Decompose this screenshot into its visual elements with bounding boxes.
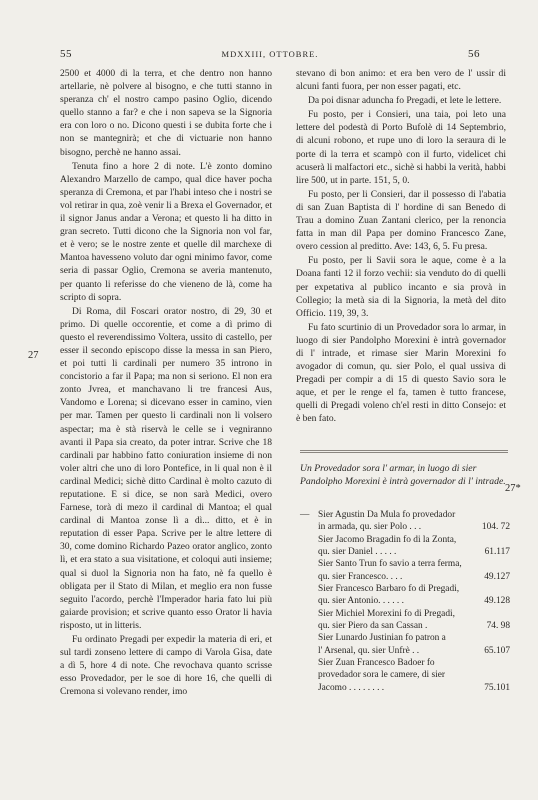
- margin-folio-right: 27*: [505, 483, 521, 494]
- candidate-detail: qu. sier Daniel . . . . .: [318, 547, 397, 558]
- vote-count: 49.128: [484, 596, 510, 607]
- candidate-name: Sier Michiel Morexini fo di Pregadi,: [318, 608, 455, 619]
- vote-count: 75.101: [484, 682, 510, 693]
- candidate-list: [300, 509, 510, 694]
- candidate-detail: in armada, qu. sier Polo . . .: [318, 522, 422, 533]
- vote-count: 74. 98: [486, 621, 510, 632]
- vote-count: 65.107: [484, 645, 510, 656]
- paragraph: Fu posto, per i Consieri, una taia, poi leto una lettere del podestà di Porto Bufolè di 14 Septembrio, di alcuni robono, et rupe uno di loro la seraura di le porte di la terra et scampò con il furto, videlicet chi acuserà li malfactori etc., sichè si habbi la verità, habbi lire 500, ut in parte. 151, 5, 0.: [296, 109, 506, 186]
- candidate-name: Sier Zuan Francesco Badoer fo provedador sora le camere, di sier Jacomo . . . . . . . .: [318, 658, 446, 693]
- running-head: [60, 48, 480, 64]
- vote-count: 104. 72: [481, 522, 510, 533]
- candidate-entry: [300, 608, 510, 633]
- candidate-detail: l' Arsenal, qu. sier Unfrè . .: [318, 645, 420, 656]
- margin-folio-left: 27: [28, 350, 39, 361]
- candidate-name: Sier Francesco Barbaro fo di Pregadi,: [318, 584, 460, 595]
- vote-count: 61.117: [484, 547, 510, 558]
- candidate-detail: qu. sier Piero da san Cassan .: [318, 621, 428, 632]
- candidate-entry: [300, 657, 510, 694]
- candidate-entry: [300, 558, 510, 583]
- candidate-detail: qu. sier Antonio. . . . . .: [318, 596, 404, 607]
- paragraph: stevano di bon animo: et era ben vero de l' ussir di alcuni fanti fuora, per non esser pagati, etc.: [296, 68, 506, 93]
- candidate-entry: [300, 632, 510, 657]
- vote-count: 49.127: [484, 571, 510, 582]
- left-column: [60, 67, 272, 699]
- list-dash: —: [300, 510, 310, 520]
- page-number-right: 56: [468, 48, 480, 60]
- election-heading: Un Provedador sora l' armar, in luogo di sier Pandolpho Morexini è intrà governador di l' intrade.: [300, 463, 506, 487]
- paragraph: Fu posto, per li Consieri, dar il possesso di l'abatia di san Zuan Baptista di l' hordine di san Benedo di Trau a domino Zuan Zantani clerico, per la renoncia fatta in man dil Papa per domino Francesco Zane, overo cession al preditto. Ave: 143, 6, 5. Fu presa.: [296, 188, 506, 253]
- candidate-name: Sier Lunardo Justinian fo patron a: [318, 633, 446, 644]
- divider-rule: [300, 452, 508, 453]
- paragraph: Tenuta fino a hore 2 di note. L'è zonto domino Alexandro Marzello de campo, qual dice haver pocha speranza di Cremona, et par l'habi inteso che i nostri se vol retirar in qua, zoè venir li a Brexa el Governador, et il signor Janus andar a Verona; et questo li ha ditto in gran secreto. Tutti dicono che la Signoria non vol far, et è vero; se le nostre zente et quelle dil marchexe di Mantoa havesseno voluto dar ogni minimo favor, come seria di passar Oglio, Cremona se averia mantenuto, per quanto li referisse do che vieneno de là, come ha scripto di sopra.: [60, 160, 272, 303]
- paragraph: Fu posto, per li Savii sora le aque, come è a la Doana fanti 12 il forzo vechii: sia venduto do di quelli per expetativa al publico incanto e sia provà in Collegio; la metà sia di la Signoria, la metà del dito Officio. 119, 39, 3.: [296, 255, 506, 319]
- running-title: MDXXIII, OTTOBRE.: [221, 49, 319, 59]
- paragraph: Da poi disnar aduncha fo Pregadi, et lete le lettere.: [308, 95, 502, 107]
- candidate-entry: [300, 583, 510, 608]
- divider-rule: [300, 450, 508, 451]
- candidate-name: Sier Agustin Da Mula fo provedador: [318, 510, 456, 520]
- paragraph: Fu ordinato Pregadi per expedir la materia di eri, et sul tardi zonseno lettere di campo di Varola Gisa, date a dì 5, hore 4 di note. Che revochava quanto scrisse esso Provedador, per le soe di hore 16, che quelli di Cremona si volevano render, imo: [60, 634, 272, 698]
- candidate-entry: [300, 509, 510, 534]
- paragraph: 2500 et 4000 di la terra, et che dentro non hanno artellarie, nè polvere al bisogno, e che tutti stanno in speranza ch' el nostro campo pasino Oglio, dicendo quello stanno a far? e che i non sapeva se la Signoria era con loro o no. Dicono questi i se dubita forte che i non se mantegnirà; et che di victuarie non hanno bisogno, perchè ne hanno assai.: [60, 68, 272, 158]
- paragraph: Di Roma, dil Foscari orator nostro, di 29, 30 et primo. Di quelle occorentie, et come a dì primo di questo el reverendissimo Voltera, ussito di castello, per esser il secondo episcopo disse la messa in san Piero, et poi tutti li cardinali per numero 35 introno in concistorio a far il Papa; ma non si seriono. El non era zonto Jvrea, et manchavano li tre francesi Aus, Vandomo e Lorena; si dicevano esser in camino, vien per mar. Tamen per questo li cardinali non li volsero aspectar; ma è stà riservà le celle se i vegniranno avanti il Papa sia creato, da poter intrar. Scrive che 18 cardinali par habbino fatto coniuration insieme di non voler altri che uno di loro Pontefice, in li qual non è il cardinal Medici; sichè ditto Cardinal è molto cazuto di reputatione. E si dice, se non sarà Medici, overo Farnese, torà di mezo il cardinal di Mantoa; el qual cardinal di Mantoa zonse lì a dì... ditto, et è in reputation di esser Papa. Scrive per le altre lettere di 30, come domino Richardo Pazeo orator anglico, zonto lì, et era stato a sua visitatione, et coloqui auti insieme; qual si duol la Signoria non ha fato, nè fa quello è obligata per il Stato di Milan, et meglio era non fusse seguito l'acordo, perchè l'Imperador haria fato lui più gaiarde provision; et scrive quanto esso Orator li havia risposto, ut in litteris.: [60, 305, 272, 631]
- candidate-name: Sier Santo Trun fo savio a terra ferma, qu. sier Francesco. . . .: [318, 559, 462, 582]
- candidate-entry: [300, 534, 510, 559]
- page-number-left: 55: [60, 48, 72, 60]
- right-column: [296, 67, 506, 426]
- paragraph: Fu fato scurtinio di un Provedador sora lo armar, in luogo di sier Pandolpho Morexini è intrà governador di l' intrade, et rimase sier Marin Morexini fo avogador di comun, qu. sier Polo, el qual ussiva di Pregadi per compir a di 15 di questo Savio sora le aque, et per le renge el fa, tamen è tutto francese, quelli di Pregadi voleno ch'el resti in ditto Consejo: et è ben fato.: [296, 321, 506, 425]
- candidate-name: Sier Jacomo Bragadin fo di la Zonta,: [318, 534, 457, 545]
